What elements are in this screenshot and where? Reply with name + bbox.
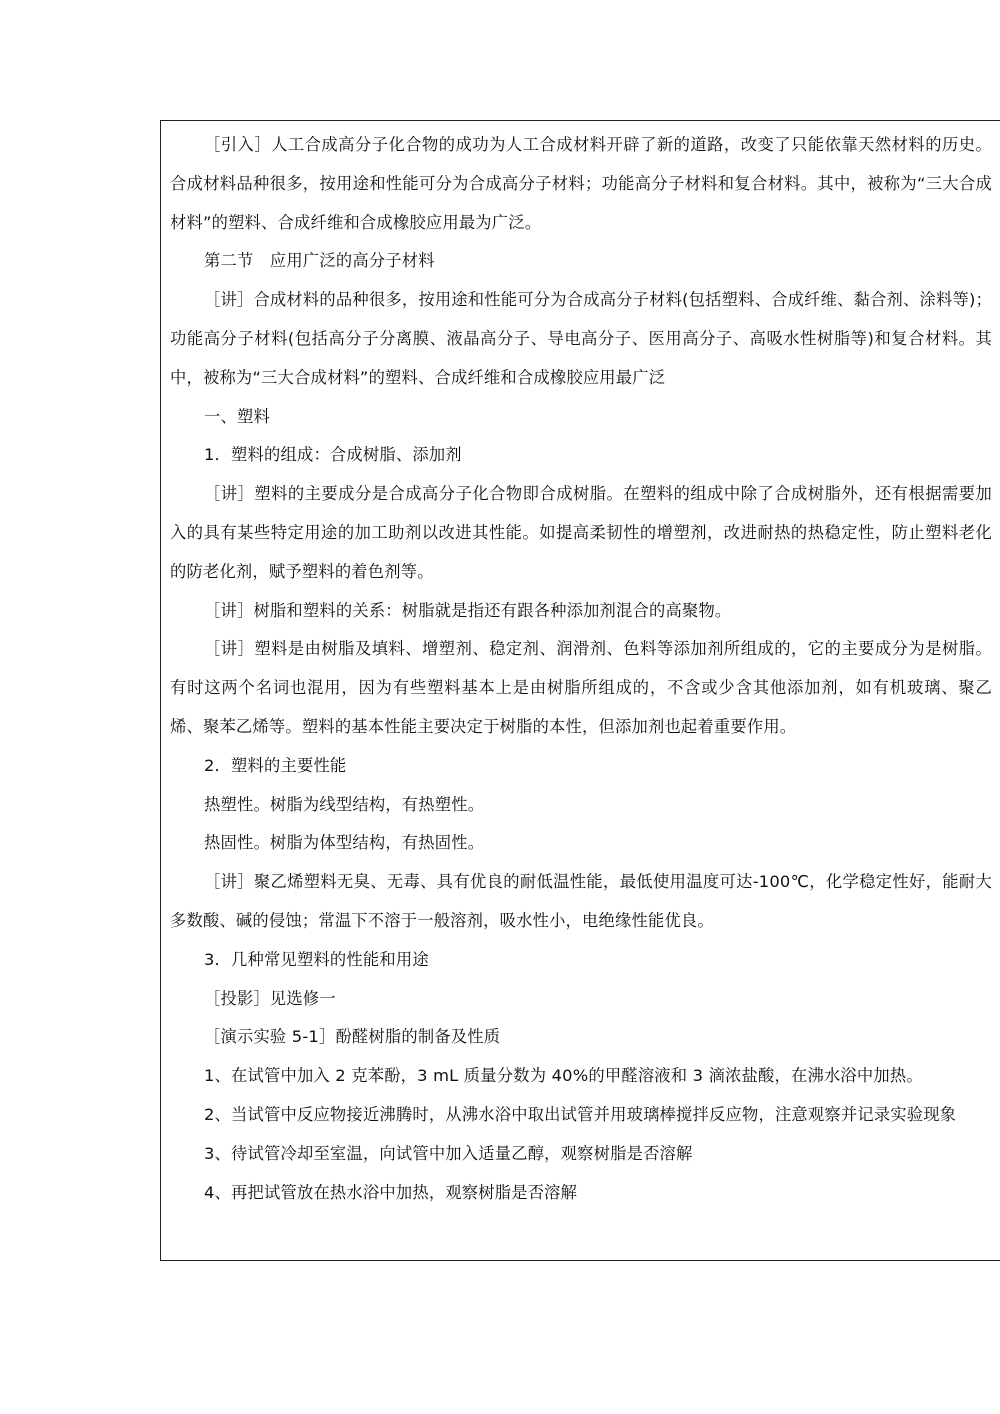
- experiment-step-4: 4、再把试管放在热水浴中加热，观察树脂是否溶解: [204, 1182, 578, 1202]
- projection-note: ［投影］见选修一: [204, 988, 336, 1008]
- experiment-step-1: 1、在试管中加入 2 克苯酚，3 mL 质量分数为 40%的甲醛溶液和 3 滴浓盐酸，在沸水浴中加热。: [204, 1066, 923, 1086]
- property-thermoplastic: 热塑性。树脂为线型结构，有热塑性。: [204, 794, 485, 814]
- experiment-step-3: 3、待试管冷却至室温，向试管中加入适量乙醇，观察树脂是否溶解: [204, 1143, 693, 1163]
- lecture-paragraph-resin: ［讲］塑料的主要成分是合成高分子化合物即合成树脂。在塑料的组成中除了合成树脂外，还有根据需要加入的具有某些特定用途的加工助剂以改进其性能。如提高柔韧性的增塑剂，改进耐热的热稳定性，防止塑料老化的防老化剂，赋予塑料的着色剂等。: [170, 484, 992, 581]
- intro-paragraph: ［引入］人工合成高分子化合物的成功为人工合成材料开辟了新的道路，改变了只能依靠天然材料的历史。合成材料品种很多，按用途和性能可分为合成高分子材料；功能高分子材料和复合材料。其中，被称为“三大合成材料”的塑料、合成纤维和合成橡胶应用最为广泛。: [170, 135, 992, 232]
- property-thermoset: 热固性。树脂为体型结构，有热固性。: [204, 833, 485, 853]
- item-common-plastics: 3．几种常见塑料的性能和用途: [204, 949, 429, 969]
- lecture-paragraph-polyethylene: ［讲］聚乙烯塑料无臭、无毒、具有优良的耐低温性能，最低使用温度可达-100℃，化学稳定性好，能耐大多数酸、碱的侵蚀；常温下不溶于一般溶剂，吸水性小，电绝缘性能优良。: [170, 872, 992, 930]
- experiment-step-2: 2、当试管中反应物接近沸腾时，从沸水浴中取出试管并用玻璃棒搅拌反应物，注意观察并记录实验现象: [204, 1104, 957, 1124]
- subheading-plastics: 一、塑料: [204, 406, 270, 426]
- section-heading: 第二节 应用广泛的高分子材料: [204, 251, 435, 271]
- document-body: [170, 126, 992, 1212]
- experiment-heading: ［演示实验 5-1］酚醛树脂的制备及性质: [204, 1027, 501, 1047]
- lecture-paragraph-materials: ［讲］合成材料的品种很多，按用途和性能可分为合成高分子材料(包括塑料、合成纤维、黏合剂、涂料等)；功能高分子材料(包括高分子分离膜、液晶高分子、导电高分子、医用高分子、高吸水性树脂等)和复合材料。其中，被称为“三大合成材料”的塑料、合成纤维和合成橡胶应用最广泛: [170, 290, 992, 387]
- lecture-paragraph-additives: ［讲］塑料是由树脂及填料、增塑剂、稳定剂、润滑剂、色料等添加剂所组成的，它的主要成分为是树脂。有时这两个名词也混用，因为有些塑料基本上是由树脂所组成的，不含或少含其他添加剂，如有机玻璃、聚乙烯、聚苯乙烯等。塑料的基本性能主要决定于树脂的本性，但添加剂也起着重要作用。: [170, 639, 992, 736]
- lecture-paragraph-relation: ［讲］树脂和塑料的关系：树脂就是指还有跟各种添加剂混合的高聚物。: [204, 600, 732, 620]
- item-plastic-composition: 1．塑料的组成：合成树脂、添加剂: [204, 445, 462, 465]
- item-plastic-properties: 2．塑料的主要性能: [204, 755, 347, 775]
